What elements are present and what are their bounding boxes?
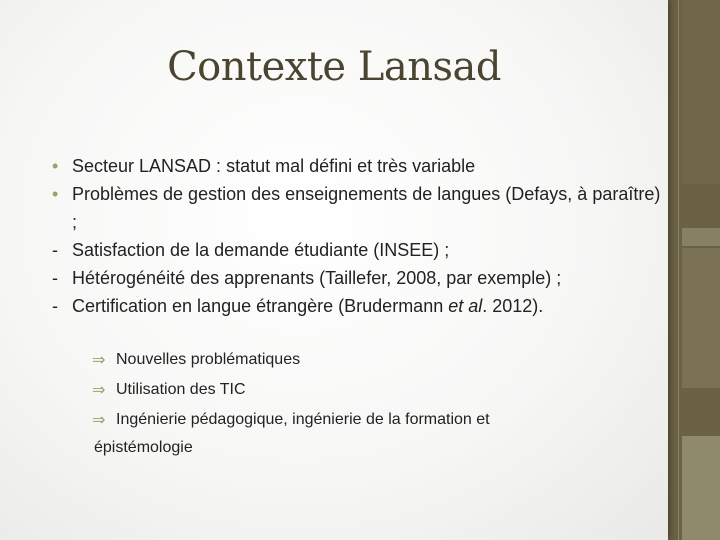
slide-title: Contexte Lansad: [167, 44, 501, 90]
sub-bullet-item: [92, 405, 652, 461]
frame-block-mid: [682, 248, 720, 388]
implies-arrow-icon: ⇒: [92, 350, 106, 369]
dash-marker: -: [52, 240, 58, 260]
implies-arrow-icon: ⇒: [92, 380, 106, 399]
bullet-text-part: Certification en langue étrangère (Brudermann: [72, 296, 449, 316]
implies-arrow-icon: ⇒: [92, 410, 106, 429]
frame-divider: [678, 0, 679, 540]
bullet-item: [52, 292, 664, 320]
bullet-marker: •: [52, 156, 59, 176]
bullet-text-italic: et al: [448, 296, 483, 316]
sub-bullet-list: [92, 345, 652, 461]
bullet-text: Satisfaction de la demande étudiante (INSEE) ;: [72, 240, 450, 260]
bullet-item: [52, 236, 664, 264]
bullet-text: Hétérogénéité des apprenants (Taillefer, 2008, par exemple) ;: [72, 268, 562, 288]
frame-block-top: [682, 0, 720, 184]
frame-block-mid-small: [682, 228, 720, 246]
dash-marker: -: [52, 268, 58, 288]
bullet-text: Problèmes de gestion des enseignements de langues (Defays, à paraître) ;: [72, 184, 661, 232]
bullet-text: [72, 296, 543, 316]
sub-bullet-text: Nouvelles problématiques: [116, 351, 301, 368]
frame-block-bottom: [682, 436, 720, 540]
sub-bullet-item: [92, 345, 652, 375]
sub-bullet-text: Utilisation des TIC: [116, 381, 246, 398]
bullet-item: [52, 152, 664, 180]
sub-bullet-text: Ingénierie pédagogique, ingénierie de la formation et: [116, 411, 490, 428]
bullet-text: Secteur LANSAD : statut mal défini et très variable: [72, 156, 476, 176]
bullet-list: [52, 152, 664, 320]
bullet-item: [52, 264, 664, 292]
dash-marker: -: [52, 296, 58, 316]
bullet-text-part: . 2012).: [482, 296, 544, 316]
bullet-marker: •: [52, 184, 59, 204]
bullet-item: [52, 180, 664, 236]
sub-bullet-item: [92, 375, 652, 405]
sub-bullet-continuation: épistémologie: [94, 439, 193, 456]
